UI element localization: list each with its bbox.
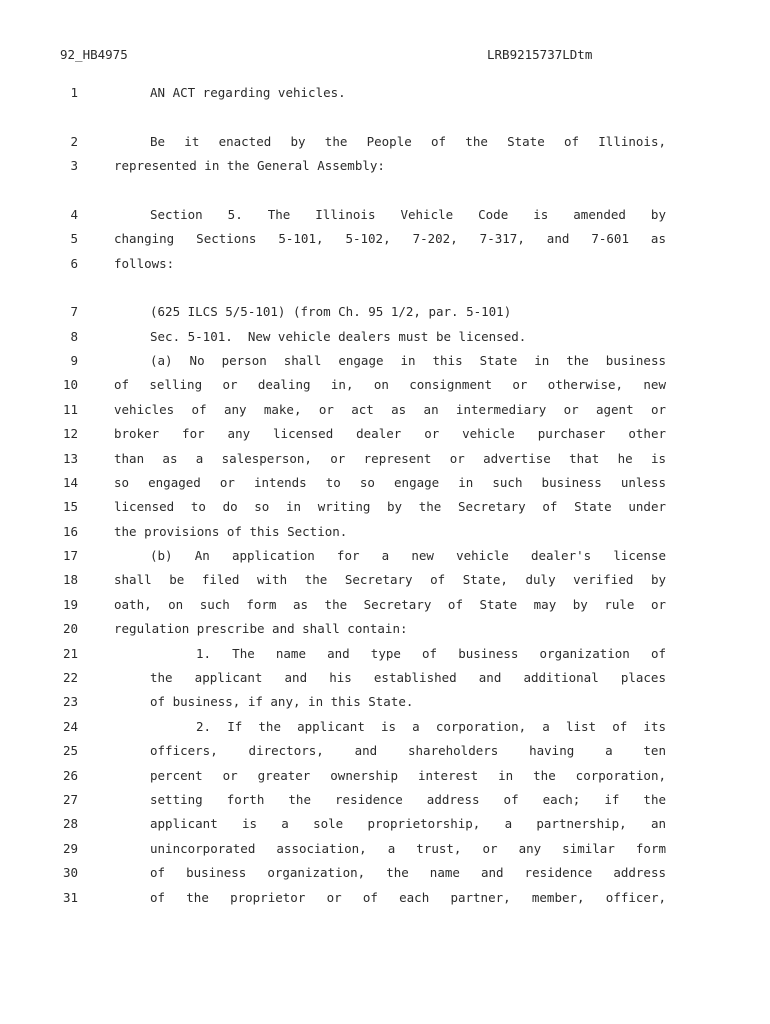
line-number: 10 xyxy=(62,377,78,392)
line-number: 4 xyxy=(70,207,78,222)
line-text: setting forth the residence address of each; if the xyxy=(150,792,666,807)
line-text: represented in the General Assembly: xyxy=(114,158,385,173)
text-line xyxy=(0,572,770,592)
line-text: (b) An application for a new vehicle dealer's license xyxy=(150,548,666,563)
text-line xyxy=(0,377,770,397)
line-text: (625 ILCS 5/5-101) (from Ch. 95 1/2, par. 5-101) xyxy=(150,304,512,319)
line-text: of business, if any, in this State. xyxy=(150,694,414,709)
text-line xyxy=(0,890,770,910)
text-line xyxy=(0,524,770,544)
line-number: 8 xyxy=(70,329,78,344)
text-line xyxy=(0,865,770,885)
line-text: (a) No person shall engage in this State in the business xyxy=(150,353,666,368)
lrb-number: LRB9215737LDtm xyxy=(487,47,593,62)
line-number: 14 xyxy=(62,475,78,490)
line-text: licensed to do so in writing by the Secretary of State under xyxy=(114,499,666,514)
text-line xyxy=(0,621,770,641)
line-number: 9 xyxy=(70,353,78,368)
text-line xyxy=(0,426,770,446)
line-text: than as a salesperson, or represent or advertise that he is xyxy=(114,451,666,466)
line-number: 28 xyxy=(62,816,78,831)
text-line xyxy=(0,402,770,422)
line-number: 30 xyxy=(62,865,78,880)
text-line xyxy=(0,329,770,349)
line-text: Sec. 5-101. New vehicle dealers must be licensed. xyxy=(150,329,527,344)
line-text: unincorporated association, a trust, or any similar form xyxy=(150,841,666,856)
line-number: 19 xyxy=(62,597,78,612)
line-number: 21 xyxy=(62,646,78,661)
line-text: 2. If the applicant is a corporation, a list of its xyxy=(196,719,666,734)
line-text: changing Sections 5-101, 5-102, 7-202, 7-317, and 7-601 as xyxy=(114,231,666,246)
text-line xyxy=(0,768,770,788)
line-number: 20 xyxy=(62,621,78,636)
line-number: 25 xyxy=(62,743,78,758)
text-line xyxy=(0,207,770,227)
line-text: AN ACT regarding vehicles. xyxy=(150,85,346,100)
text-line xyxy=(0,499,770,519)
line-text: Be it enacted by the People of the State of Illinois, xyxy=(150,134,666,149)
line-text: so engaged or intends to so engage in such business unless xyxy=(114,475,666,490)
text-line xyxy=(0,792,770,812)
text-line xyxy=(0,353,770,373)
line-number: 15 xyxy=(62,499,78,514)
line-text: follows: xyxy=(114,256,175,271)
line-text: of business organization, the name and residence address xyxy=(150,865,666,880)
line-number: 2 xyxy=(70,134,78,149)
line-number: 12 xyxy=(62,426,78,441)
line-text: the applicant and his established and additional places xyxy=(150,670,666,685)
text-line xyxy=(0,841,770,861)
line-number: 23 xyxy=(62,694,78,709)
line-number: 22 xyxy=(62,670,78,685)
line-number: 27 xyxy=(62,792,78,807)
line-number: 29 xyxy=(62,841,78,856)
line-number: 7 xyxy=(70,304,78,319)
text-line xyxy=(0,451,770,471)
line-text: percent or greater ownership interest in the corporation, xyxy=(150,768,666,783)
line-number: 13 xyxy=(62,451,78,466)
line-number: 16 xyxy=(62,524,78,539)
bill-number: 92_HB4975 xyxy=(60,47,128,62)
line-number: 11 xyxy=(62,402,78,417)
text-line xyxy=(0,85,770,105)
line-text: shall be filed with the Secretary of State, duly verified by xyxy=(114,572,666,587)
text-line xyxy=(0,597,770,617)
line-text: the provisions of this Section. xyxy=(114,524,348,539)
text-line xyxy=(0,231,770,251)
text-line xyxy=(0,670,770,690)
line-text: officers, directors, and shareholders having a ten xyxy=(150,743,666,758)
line-number: 24 xyxy=(62,719,78,734)
line-text: of selling or dealing in, on consignment or otherwise, new xyxy=(114,377,666,392)
line-number: 18 xyxy=(62,572,78,587)
text-line xyxy=(0,548,770,568)
text-line xyxy=(0,743,770,763)
line-text: 1. The name and type of business organization of xyxy=(196,646,666,661)
text-line xyxy=(0,719,770,739)
line-text: applicant is a sole proprietorship, a partnership, an xyxy=(150,816,666,831)
line-number: 1 xyxy=(70,85,78,100)
line-text: vehicles of any make, or act as an intermediary or agent or xyxy=(114,402,666,417)
line-number: 26 xyxy=(62,768,78,783)
line-number: 5 xyxy=(70,231,78,246)
text-line xyxy=(0,256,770,276)
text-line xyxy=(0,816,770,836)
line-number: 3 xyxy=(70,158,78,173)
line-text: of the proprietor or of each partner, member, officer, xyxy=(150,890,666,905)
text-line xyxy=(0,646,770,666)
text-line xyxy=(0,304,770,324)
text-line xyxy=(0,134,770,154)
line-number: 17 xyxy=(62,548,78,563)
line-number: 6 xyxy=(70,256,78,271)
line-text: Section 5. The Illinois Vehicle Code is amended by xyxy=(150,207,666,222)
text-line xyxy=(0,475,770,495)
line-text: broker for any licensed dealer or vehicle purchaser other xyxy=(114,426,666,441)
line-text: regulation prescribe and shall contain: xyxy=(114,621,408,636)
text-line xyxy=(0,694,770,714)
line-number: 31 xyxy=(62,890,78,905)
line-text: oath, on such form as the Secretary of State may by rule or xyxy=(114,597,666,612)
text-line xyxy=(0,158,770,178)
